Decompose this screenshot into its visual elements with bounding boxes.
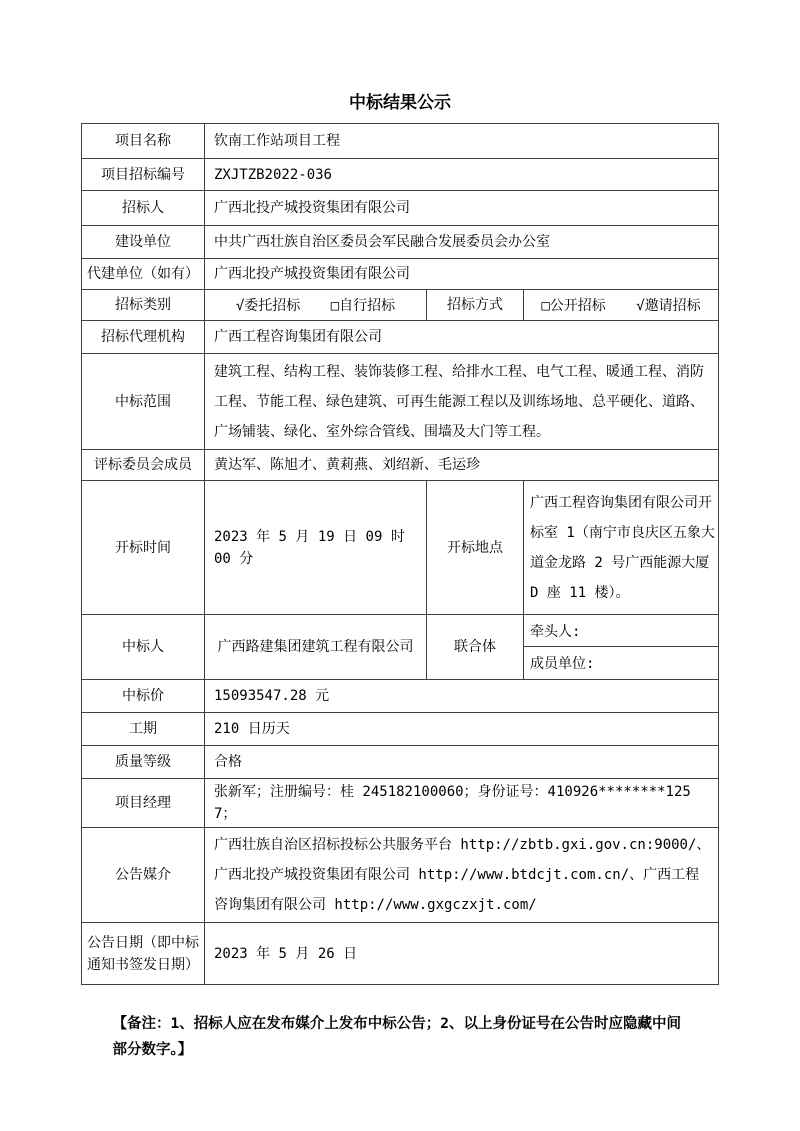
winner-value: 广西路建集团建筑工程有限公司 [204,615,426,680]
agent-unit-label: 代建单位（如有） [81,259,204,290]
agency-value: 广西工程咨询集团有限公司 [204,321,718,354]
table-row [81,124,718,159]
table-row [81,159,718,191]
tenderer-value: 广西北投产城投资集团有限公司 [204,191,718,226]
table-row [81,680,718,713]
consortium-detail-cell [523,615,718,680]
duration-value: 210 日历天 [204,713,718,746]
checkbox-empty-icon: □ [330,298,340,314]
tender-method-option-open [541,298,605,314]
table-row [81,321,718,354]
opening-time-label: 开标时间 [81,481,204,615]
media-label: 公告媒介 [81,828,204,923]
manager-label: 项目经理 [81,779,204,828]
table-row [81,354,718,450]
duration-label: 工期 [81,713,204,746]
award-scope-value: 建筑工程、结构工程、装饰装修工程、给排水工程、电气工程、暖通工程、消防工程、节能工程、绿色建筑、可再生能源工程以及训练场地、总平硬化、道路、广场铺装、绿化、室外综合管线、围墙及大门等工程。 [204,354,718,450]
option-label: 自行招标 [339,298,396,314]
award-price-value: 15093547.28 元 [204,680,718,713]
project-name-value: 钦南工作站项目工程 [204,124,718,159]
manager-value: 张新军；注册编号：桂 245182100060；身份证号：410926********1257； [204,779,718,828]
table-row [81,779,718,828]
opening-time-value: 2023 年 5 月 19 日 09 时 00 分 [204,481,426,615]
bid-code-value: ZXJTZB2022-036 [204,159,718,191]
tender-method-option-invited [636,298,700,314]
winner-label: 中标人 [81,615,204,680]
footnote: 【备注：1、招标人应在发布媒介上发布中标公告；2、以上身份证号在公告时应隐藏中间部分数字。】 [112,1016,681,1058]
table-row [81,713,718,746]
agency-label: 招标代理机构 [81,321,204,354]
opening-place-label: 开标地点 [426,481,523,615]
page-title: 中标结果公示 [349,93,451,113]
table-row [81,746,718,779]
media-value: 广西壮族自治区招标投标公共服务平台 http://zbtb.gxi.gov.cn:9000/、广西北投产城投资集团有限公司 http://www.btdcjt.com.cn/、广西工程咨询集团有限公司 http://www.gxgczxjt.com/ [204,828,718,923]
table-row [81,923,718,985]
agent-unit-value: 广西北投产城投资集团有限公司 [204,259,718,290]
checkmark-icon: √ [636,298,645,314]
tender-category-label: 招标类别 [81,290,204,321]
bid-code-label: 项目招标编号 [81,159,204,191]
option-label: 委托招标 [244,298,301,314]
announce-date-label: 公告日期（即中标通知书签发日期） [81,923,204,985]
committee-value: 黄达军、陈旭才、黄莉燕、刘绍新、毛运珍 [204,450,718,481]
table-row [81,450,718,481]
tender-category-option-entrusted [236,298,300,314]
award-price-label: 中标价 [81,680,204,713]
tender-method-label: 招标方式 [426,290,523,321]
table-row [81,481,718,615]
table-row [81,290,718,321]
announce-date-value: 2023 年 5 月 26 日 [204,923,718,985]
opening-place-value: 广西工程咨询集团有限公司开标室 1（南宁市良庆区五象大道金龙路 2 号广西能源大厦 D 座 11 楼）。 [523,481,718,615]
award-scope-label: 中标范围 [81,354,204,450]
consortium-leader-label: 牵头人: [524,615,718,647]
option-label: 公开招标 [549,298,606,314]
tender-method-options [523,290,718,321]
document-table [81,123,719,985]
consortium-label: 联合体 [426,615,523,680]
committee-label: 评标委员会成员 [81,450,204,481]
consortium-member-label: 成员单位: [529,656,595,672]
table-row [81,828,718,923]
table-row [81,259,718,290]
construction-unit-label: 建设单位 [81,226,204,259]
table-row [81,191,718,226]
tender-category-options [204,290,426,321]
checkmark-icon: √ [235,298,245,314]
checkbox-empty-icon: □ [541,298,550,314]
tender-category-option-self [331,298,395,314]
quality-value: 合格 [204,746,718,779]
tenderer-label: 招标人 [81,191,204,226]
table-row [81,226,718,259]
quality-label: 质量等级 [81,746,204,779]
table-row [81,615,718,680]
option-label: 邀请招标 [644,298,701,314]
project-name-label: 项目名称 [81,124,204,159]
construction-unit-value: 中共广西壮族自治区委员会军民融合发展委员会办公室 [204,226,718,259]
